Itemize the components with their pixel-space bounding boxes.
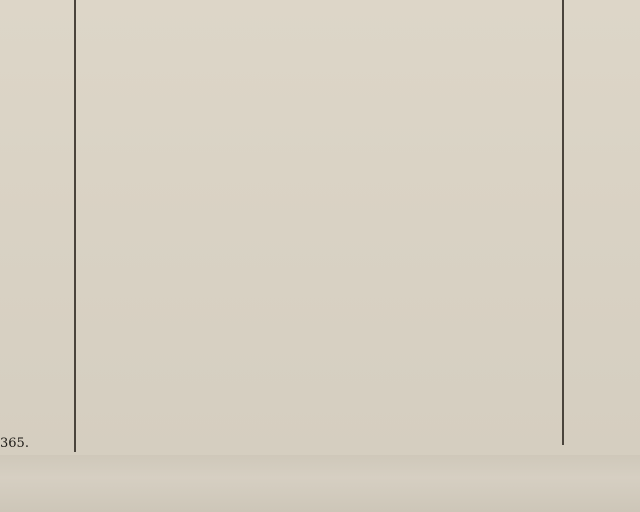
page-bottom-margin: [0, 455, 640, 512]
column-rule-right: [562, 0, 564, 445]
column-rule-left: [74, 0, 76, 452]
page-number: 365.: [0, 436, 29, 451]
